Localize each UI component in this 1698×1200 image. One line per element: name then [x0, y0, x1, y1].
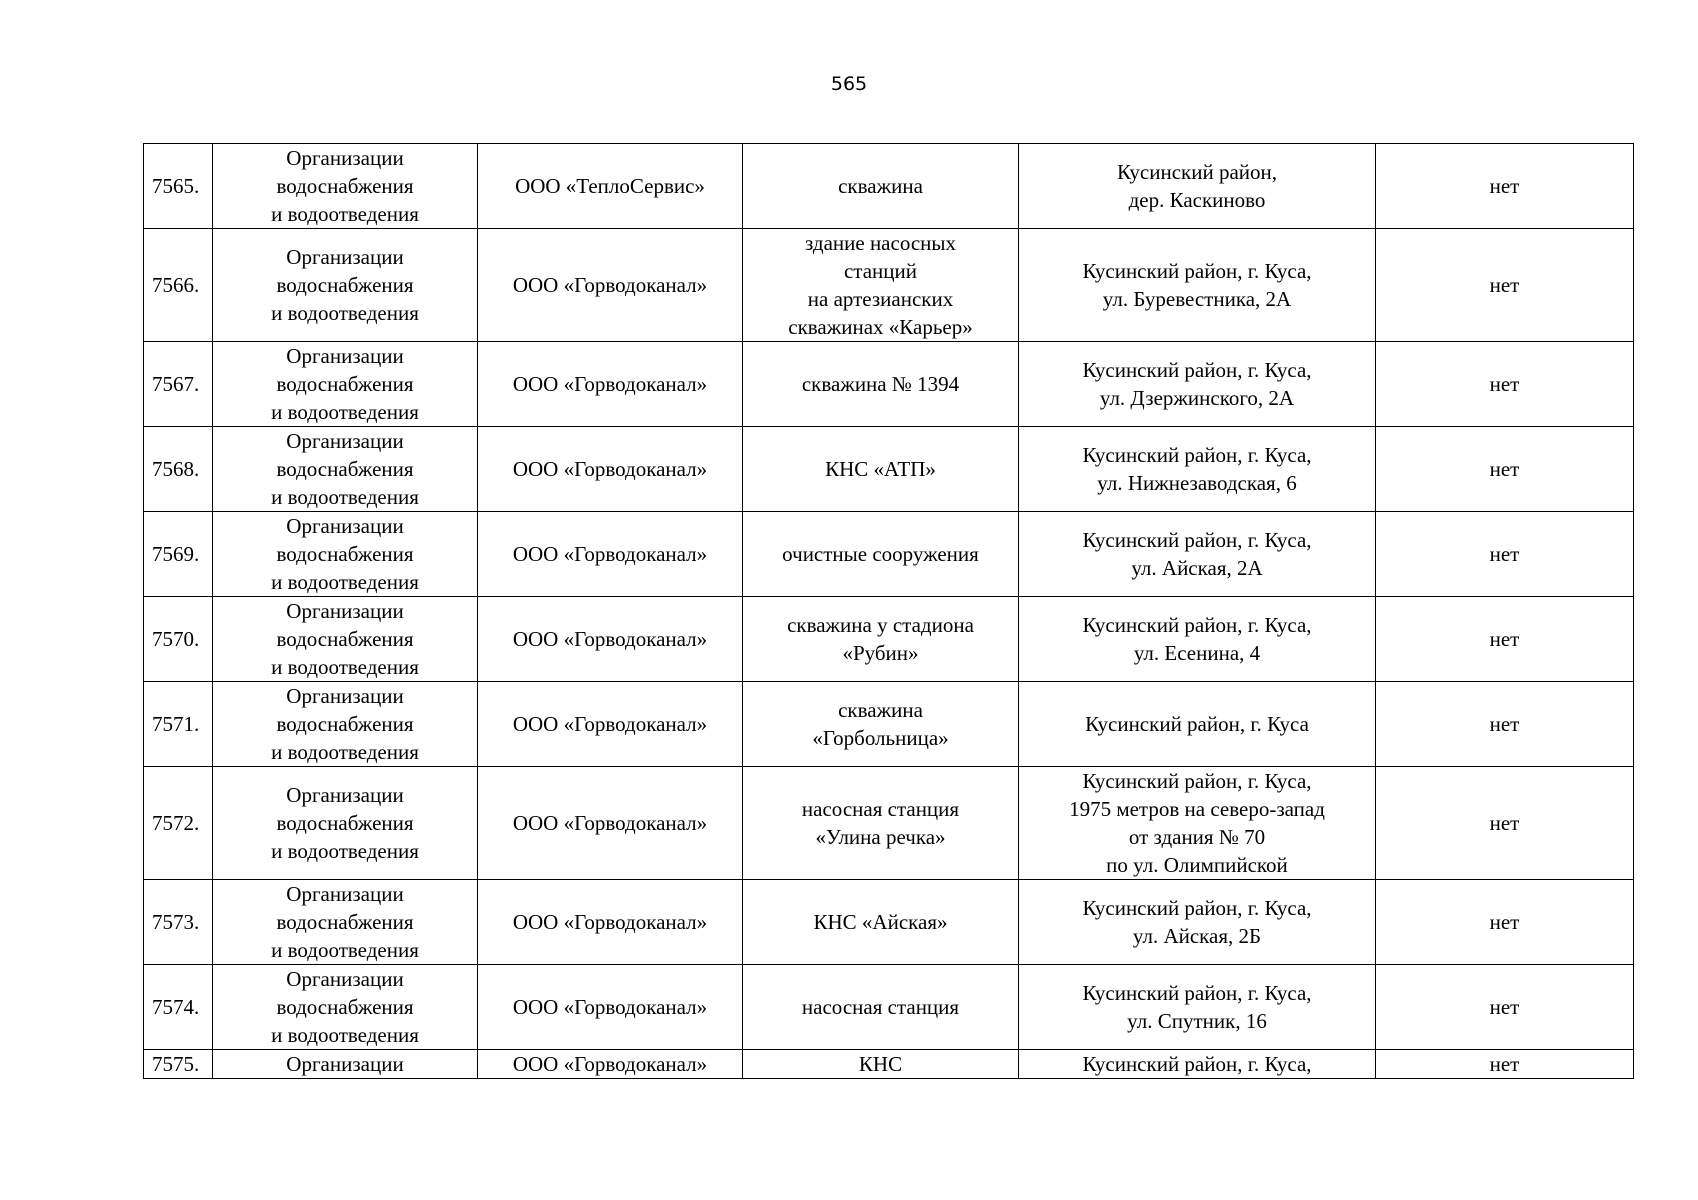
row-number: 7567. — [144, 342, 213, 427]
category-cell: Организации водоснабжения и водоотведения — [213, 880, 478, 965]
category-cell: Организации водоснабжения и водоотведения — [213, 229, 478, 342]
table-row — [144, 144, 1634, 229]
organization-cell: ООО «Горводоканал» — [478, 682, 743, 767]
organization-cell: ООО «Горводоканал» — [478, 229, 743, 342]
address-cell: Кусинский район, г. Куса, — [1019, 1050, 1376, 1079]
address-cell: Кусинский район, г. Куса, ул. Дзержинского, 2А — [1019, 342, 1376, 427]
table-row — [144, 427, 1634, 512]
category-cell: Организации водоснабжения и водоотведения — [213, 512, 478, 597]
registry-table — [143, 143, 1634, 1079]
row-number: 7570. — [144, 597, 213, 682]
category-cell: Организации водоснабжения и водоотведения — [213, 342, 478, 427]
status-cell: нет — [1376, 512, 1634, 597]
table-row — [144, 1050, 1634, 1079]
table-row — [144, 880, 1634, 965]
page-number: 565 — [830, 73, 868, 95]
status-cell: нет — [1376, 427, 1634, 512]
address-cell: Кусинский район, г. Куса, 1975 метров на северо-запад от здания № 70 по ул. Олимпийской — [1019, 767, 1376, 880]
registry-table-body — [144, 144, 1634, 1079]
organization-cell: ООО «Горводоканал» — [478, 880, 743, 965]
address-cell: Кусинский район, г. Куса, ул. Айская, 2Б — [1019, 880, 1376, 965]
organization-cell: ООО «Горводоканал» — [478, 342, 743, 427]
status-cell: нет — [1376, 880, 1634, 965]
status-cell: нет — [1376, 144, 1634, 229]
object-cell: скважина «Горбольница» — [743, 682, 1019, 767]
row-number: 7574. — [144, 965, 213, 1050]
category-cell: Организации — [213, 1050, 478, 1079]
table-row — [144, 682, 1634, 767]
category-cell: Организации водоснабжения и водоотведения — [213, 682, 478, 767]
row-number: 7565. — [144, 144, 213, 229]
status-cell: нет — [1376, 965, 1634, 1050]
status-cell: нет — [1376, 342, 1634, 427]
status-cell: нет — [1376, 597, 1634, 682]
category-cell: Организации водоснабжения и водоотведения — [213, 965, 478, 1050]
object-cell: здание насосных станций на артезианских скважинах «Карьер» — [743, 229, 1019, 342]
object-cell: скважина — [743, 144, 1019, 229]
organization-cell: ООО «Горводоканал» — [478, 1050, 743, 1079]
organization-cell: ООО «Горводоканал» — [478, 965, 743, 1050]
organization-cell: ООО «Горводоканал» — [478, 427, 743, 512]
object-cell: насосная станция «Улина речка» — [743, 767, 1019, 880]
address-cell: Кусинский район, дер. Каскиново — [1019, 144, 1376, 229]
category-cell: Организации водоснабжения и водоотведения — [213, 767, 478, 880]
row-number: 7571. — [144, 682, 213, 767]
row-number: 7575. — [144, 1050, 213, 1079]
category-cell: Организации водоснабжения и водоотведения — [213, 597, 478, 682]
address-cell: Кусинский район, г. Куса, ул. Айская, 2А — [1019, 512, 1376, 597]
object-cell: КНС «Айская» — [743, 880, 1019, 965]
organization-cell: ООО «Горводоканал» — [478, 597, 743, 682]
category-cell: Организации водоснабжения и водоотведения — [213, 144, 478, 229]
status-cell: нет — [1376, 767, 1634, 880]
object-cell: КНС — [743, 1050, 1019, 1079]
table-row — [144, 342, 1634, 427]
table-row — [144, 965, 1634, 1050]
address-cell: Кусинский район, г. Куса, ул. Есенина, 4 — [1019, 597, 1376, 682]
address-cell: Кусинский район, г. Куса, ул. Буревестника, 2А — [1019, 229, 1376, 342]
table-row — [144, 597, 1634, 682]
row-number: 7566. — [144, 229, 213, 342]
address-cell: Кусинский район, г. Куса, ул. Спутник, 16 — [1019, 965, 1376, 1050]
object-cell: скважина у стадиона «Рубин» — [743, 597, 1019, 682]
object-cell: скважина № 1394 — [743, 342, 1019, 427]
table-row — [144, 512, 1634, 597]
object-cell: КНС «АТП» — [743, 427, 1019, 512]
row-number: 7572. — [144, 767, 213, 880]
organization-cell: ООО «Горводоканал» — [478, 767, 743, 880]
status-cell: нет — [1376, 1050, 1634, 1079]
organization-cell: ООО «ТеплоСервис» — [478, 144, 743, 229]
object-cell: насосная станция — [743, 965, 1019, 1050]
row-number: 7568. — [144, 427, 213, 512]
row-number: 7569. — [144, 512, 213, 597]
object-cell: очистные сооружения — [743, 512, 1019, 597]
status-cell: нет — [1376, 682, 1634, 767]
organization-cell: ООО «Горводоканал» — [478, 512, 743, 597]
address-cell: Кусинский район, г. Куса, ул. Нижнезаводская, 6 — [1019, 427, 1376, 512]
address-cell: Кусинский район, г. Куса — [1019, 682, 1376, 767]
table-row — [144, 767, 1634, 880]
status-cell: нет — [1376, 229, 1634, 342]
table-row — [144, 229, 1634, 342]
row-number: 7573. — [144, 880, 213, 965]
category-cell: Организации водоснабжения и водоотведения — [213, 427, 478, 512]
